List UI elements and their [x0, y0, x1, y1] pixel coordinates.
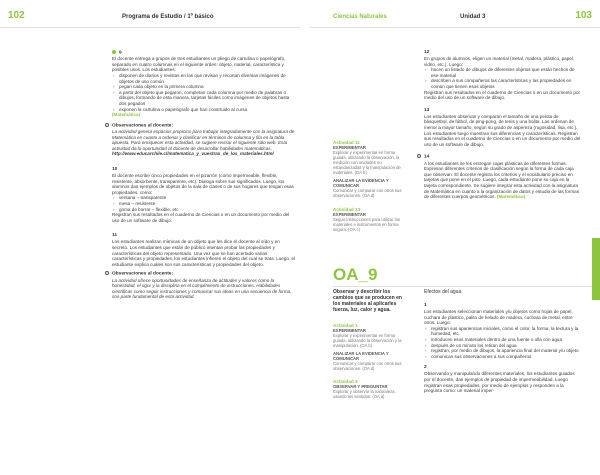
oa-title: OA_9: [333, 265, 378, 284]
skill-caption: ANALIZAR LA EVIDENCIA Y COMUNICAR: [333, 351, 389, 362]
skill-caption: ANALIZAR LA EVIDENCIA Y COMUNICAR: [333, 178, 389, 189]
activity-label: Actividad 11: [333, 140, 360, 145]
list-item: › pegan cada objeto en la primera columna: [112, 84, 296, 90]
page-number-right: 103: [575, 10, 592, 21]
activity-number: 14: [417, 154, 582, 160]
program-title: Programa de Estudio / 1º básico: [122, 14, 214, 20]
observation-icon: [417, 154, 421, 158]
section-heading: Efectos del agua: [424, 289, 462, 295]
activity-number: 2: [424, 365, 427, 371]
list-item: › goma de borrar – flexible, etc: [112, 207, 296, 213]
subject-tag: (Matemática): [112, 112, 141, 118]
activity-text: Los estudiantes seleccionan materiales y/u objetos como hojas de papel, cuchara de plástico, palito de helado de madera, cuchara de metal, entre otros. Luego:: [424, 309, 573, 326]
activity-label: Actividad 3: [333, 379, 358, 385]
unit-side-tab: [592, 238, 600, 300]
list-item: › registran sus apariencias iniciales, como el color, la forma, la textura y la humedad, etc.: [424, 326, 582, 337]
activity-text: Registran sus resultados en el cuaderno de Ciencias o en un documento por medio del uso de un software de dibujo.: [424, 89, 581, 101]
skill-text: Explorar y observar la naturaleza, usando los sentidos. (OA a): [333, 389, 396, 400]
list-item: › a partir del objeto que pegaron, completan cada columna por medio de palabras o dibujos, formando de esta manera, tarjetas fáciles como imágenes de objetos hasta dos pegados: [112, 90, 296, 107]
left-column: [112, 50, 296, 300]
observations-text: La actividad genera espacios propicios para trabajar integradamente con la asignatura de Matemática en cuanto a ordenar y clasificar en términos de columna y fila en la tabla apuesta. Para enriquecer esta actividad, se sugiere revisar el siguiente sitio web. Esta actividad da la oportunidad al docente de desarrollar habilidades matemáticas.: [112, 129, 295, 151]
header-divider-right: [310, 27, 600, 28]
skill-caption: OBSERVAR Y PREGUNTAR: [333, 384, 388, 390]
skill-caption: EXPERIMENTAR: [333, 328, 366, 334]
activity-text: En grupos de alumnos, eligen un material (metal, madera, plástico, papel, vidrio, etc.). Luego:: [424, 56, 575, 67]
skill-text: Explorar y experimentar en forma guiada, utilizando la observación y la manipulación. (OA b): [333, 333, 402, 349]
resource-link[interactable]: http://www.educarchile.cl/matematica_y_vuestras_de_los_materiales.html: [112, 151, 274, 157]
activity-text: Observando y manipulando diferentes materiales, los estudiantes guiados por el docente, dan ejemplos de propiedad de impermeabilidad. Luego registran esas propiedades, por medio de ejemplos y responden a la pregunta como: un material imper-: [424, 371, 575, 394]
subject-title: Ciencias Naturales: [333, 14, 387, 20]
activity-dot-icon: [112, 50, 116, 54]
list-item: › hacen un listado de dibujos de diferentes objetos que están hechos de ese material: [424, 67, 582, 78]
unit-title: Unidad 3: [460, 14, 486, 20]
observations-title: Observaciones al docente:: [105, 123, 296, 129]
activity-number: 9: [112, 50, 296, 56]
observations-text: La actividad ofrece oportunidades de enseñanza de actitudes y valores como la honestidad, el rigor y la disciplina en el cumplimiento de instrucciones. Habilidades científicas como seguir instrucciones y comunicar sus ideas en una secuencia de forma, son parte fundamental de esta actividad.: [112, 277, 292, 300]
activity-number: 13: [424, 107, 430, 113]
skill-caption: EXPERIMENTAR: [333, 145, 366, 151]
oa-divider: [333, 286, 595, 287]
observation-icon: [105, 123, 109, 127]
activity-label: Actividad 1: [333, 323, 358, 328]
list-item: › exponen la cartulina o papelógrafo que han construido al curso.: [112, 107, 296, 113]
activity-text: A los estudiantes se les entregan cajas plásticas de diferentes formas. Expresan diferentes criterios de clasificación según la forma de cada caja que observan. El docente registra los criterios y el vocabulario preciso en tarjetas que pone en el piso. Luego, cada estudiante pone su caja en la tarjeta correspondiente. Se sugiere integrar esta actividad con la asignatura de Matemática en cuanto a la organización de datos y estudio de las formas de diferentes cuerpos geométricos. (Matemática): [424, 160, 580, 200]
list-item: › registran, por medio de dibujos, la apariencia final del material y/u objeto: [424, 348, 582, 354]
list-item: › mesa – resistente: [112, 201, 296, 207]
skill-text: Comunicar y comparar con otros sus observaciones. (OA d): [333, 361, 402, 372]
oa-column: [333, 289, 409, 399]
list-item: › disponen de diarios y revistas en las que revisan y recortan diversas imágenes de objetos de uso común: [112, 73, 296, 84]
activity-text: Los estudiantes realizan mímicas de un objeto que les dice el docente al oído y en secreto. Los estudiantes que están de público intentan probar las propiedades y características del objeto representado. Una vez que se han acertado varias características y propiedades, los estudiantes infieren el objeto del cual se trata. Luego, el estudiante explica cuáles son sus características y propiedades del objeto.: [112, 239, 296, 267]
observation-icon: [105, 271, 109, 275]
oa-description: Observar y describir los cambios que se producen en los materiales al aplicarles fuerza, luz, calor y agua.: [333, 289, 402, 313]
skill-text: Explorar y experimentar en forma guiada, utilizando la observación, la medición con unidades no estandarizadas y la manipulación de materiales. (OA b): [333, 150, 401, 176]
right-column-bottom: [424, 289, 582, 394]
skill-caption: EXPERIMENTAR: [333, 212, 366, 218]
list-item: › ventana – transparente: [112, 195, 296, 201]
activity-number: 1: [424, 303, 427, 308]
activity-number: 11: [112, 233, 118, 239]
activity-text: Los estudiantes observan y comparan el tamaño de una pelota de básquetbol, de fútbol, de ping-pong, de tenis y una bolita. Las ordenan de menor a mayor tamaño, según su grado de aspereza (rugosidad, lisa, etc.). Los estudiantes luego muestran sus diferencias y características. Registran sus resultados en el cuaderno de Ciencias o en un documento por medio del uso de un software de dibujo.: [424, 113, 581, 147]
list-item: › describen a sus compañeros las características y las propiedades en común que tienen esos objetos: [424, 78, 582, 89]
observations-title: Observaciones al docente:: [105, 271, 296, 277]
list-item: › después de un minuto los retiran del agua: [424, 343, 582, 349]
activity-number: 12: [424, 50, 430, 55]
right-column-top: [424, 50, 582, 200]
header-divider-left: [0, 27, 300, 28]
activity-number: 10: [112, 167, 118, 173]
activity-text: El docente escribe cinco propiedades en el pizarrón (como impermeable, flexible, resistente, absorbente, transparente, etc). Dialoga sobre sus significados. Luego, los alumnos dan ejemplos de objetos de la sala de clases o de sus hogares que tengan esas propiedades, como:: [112, 173, 294, 195]
page-number-left: 102: [8, 10, 25, 21]
list-item: › introducen esos materiales dentro de una fuente o olla con agua: [424, 337, 582, 343]
middle-column: [333, 140, 409, 232]
activity-text: Registran sus resultados en el cuaderno de Ciencias o en un documento por medio del uso de un software de dibujo.: [112, 212, 290, 223]
skill-text: Comunicar y comparar con otros sus observaciones. (OA d): [333, 188, 402, 199]
activity-text: El docente entrega a grupos de tres estudiantes un pliego de cartulina o papelógrafo, separado en cuatro columnas en el siguiente orden: objeto, material, característica y posibles usos. Los estudiantes:: [112, 56, 286, 73]
activity-label: Actividad 13: [333, 207, 361, 213]
list-item: › comunican sus observaciones a sus compañeros: [424, 354, 582, 360]
skill-text: Seguir instrucciones para utilizar los materiales e instrumentos en forma segura. (OA c): [333, 217, 401, 233]
